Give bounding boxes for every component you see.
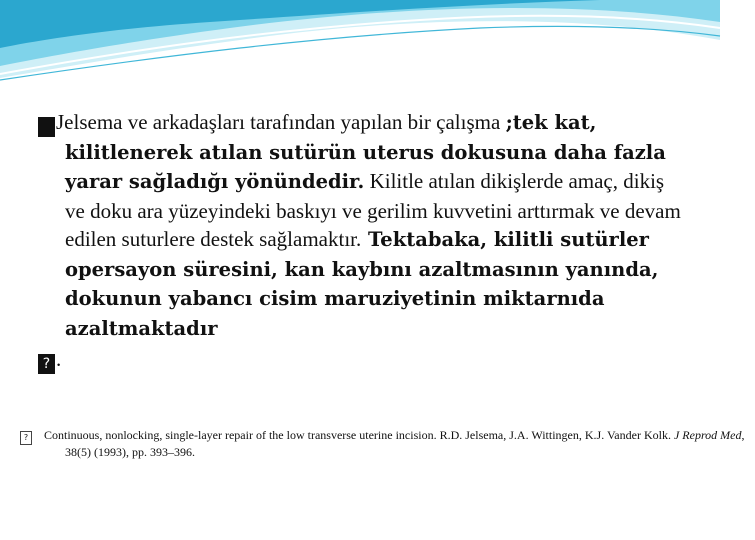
footnote-text: Continuous, nonlocking, single-layer repair of the low transverse uterine incision. R.D. Jelsema, J.A. Wittingen, K.J. Vander Kolk. bbox=[44, 428, 671, 442]
footnote-journal: J Reprod Med bbox=[673, 428, 742, 442]
paragraph-purpose: Kilitle atılan dikişlerde amaç, dikiş ve doku ara yüzeyindeki baskıyı ve gerilim kuvvetini arttırmak ve devam edilen suturlere destek sağlamaktır. bbox=[65, 169, 681, 251]
header-wave-decoration bbox=[0, 0, 720, 90]
bullet-missing-glyph-icon: ? bbox=[38, 117, 55, 137]
paragraph-bold-benefit: Tektabaka, kilitli sutürler opersayon süresini, kan kaybını azaltmasının yanında, dokunun yabancı cisim maruziyetinin miktarnıda azaltmaktadır bbox=[65, 228, 659, 340]
paragraph-tail bbox=[38, 345, 688, 374]
slide-body bbox=[29, 108, 688, 374]
paragraph-bold-finding: ;tek kat, kilitlenerek atılan sutürün uterus dokusuna daha fazla yarar sağladığı yönündedir. bbox=[65, 111, 666, 193]
footnote-citation: , 38(5) (1993), pp. 393–396. bbox=[65, 428, 745, 459]
footnote-missing-glyph-icon: ? bbox=[20, 431, 32, 445]
reference-footnote bbox=[20, 428, 755, 460]
tail-missing-glyph-icon: ? bbox=[38, 354, 55, 374]
tail-period: . bbox=[56, 347, 62, 371]
paragraph-intro: Jelsema ve arkadaşları tarafından yapılan bir çalışma bbox=[56, 110, 501, 134]
main-paragraph bbox=[29, 108, 688, 343]
